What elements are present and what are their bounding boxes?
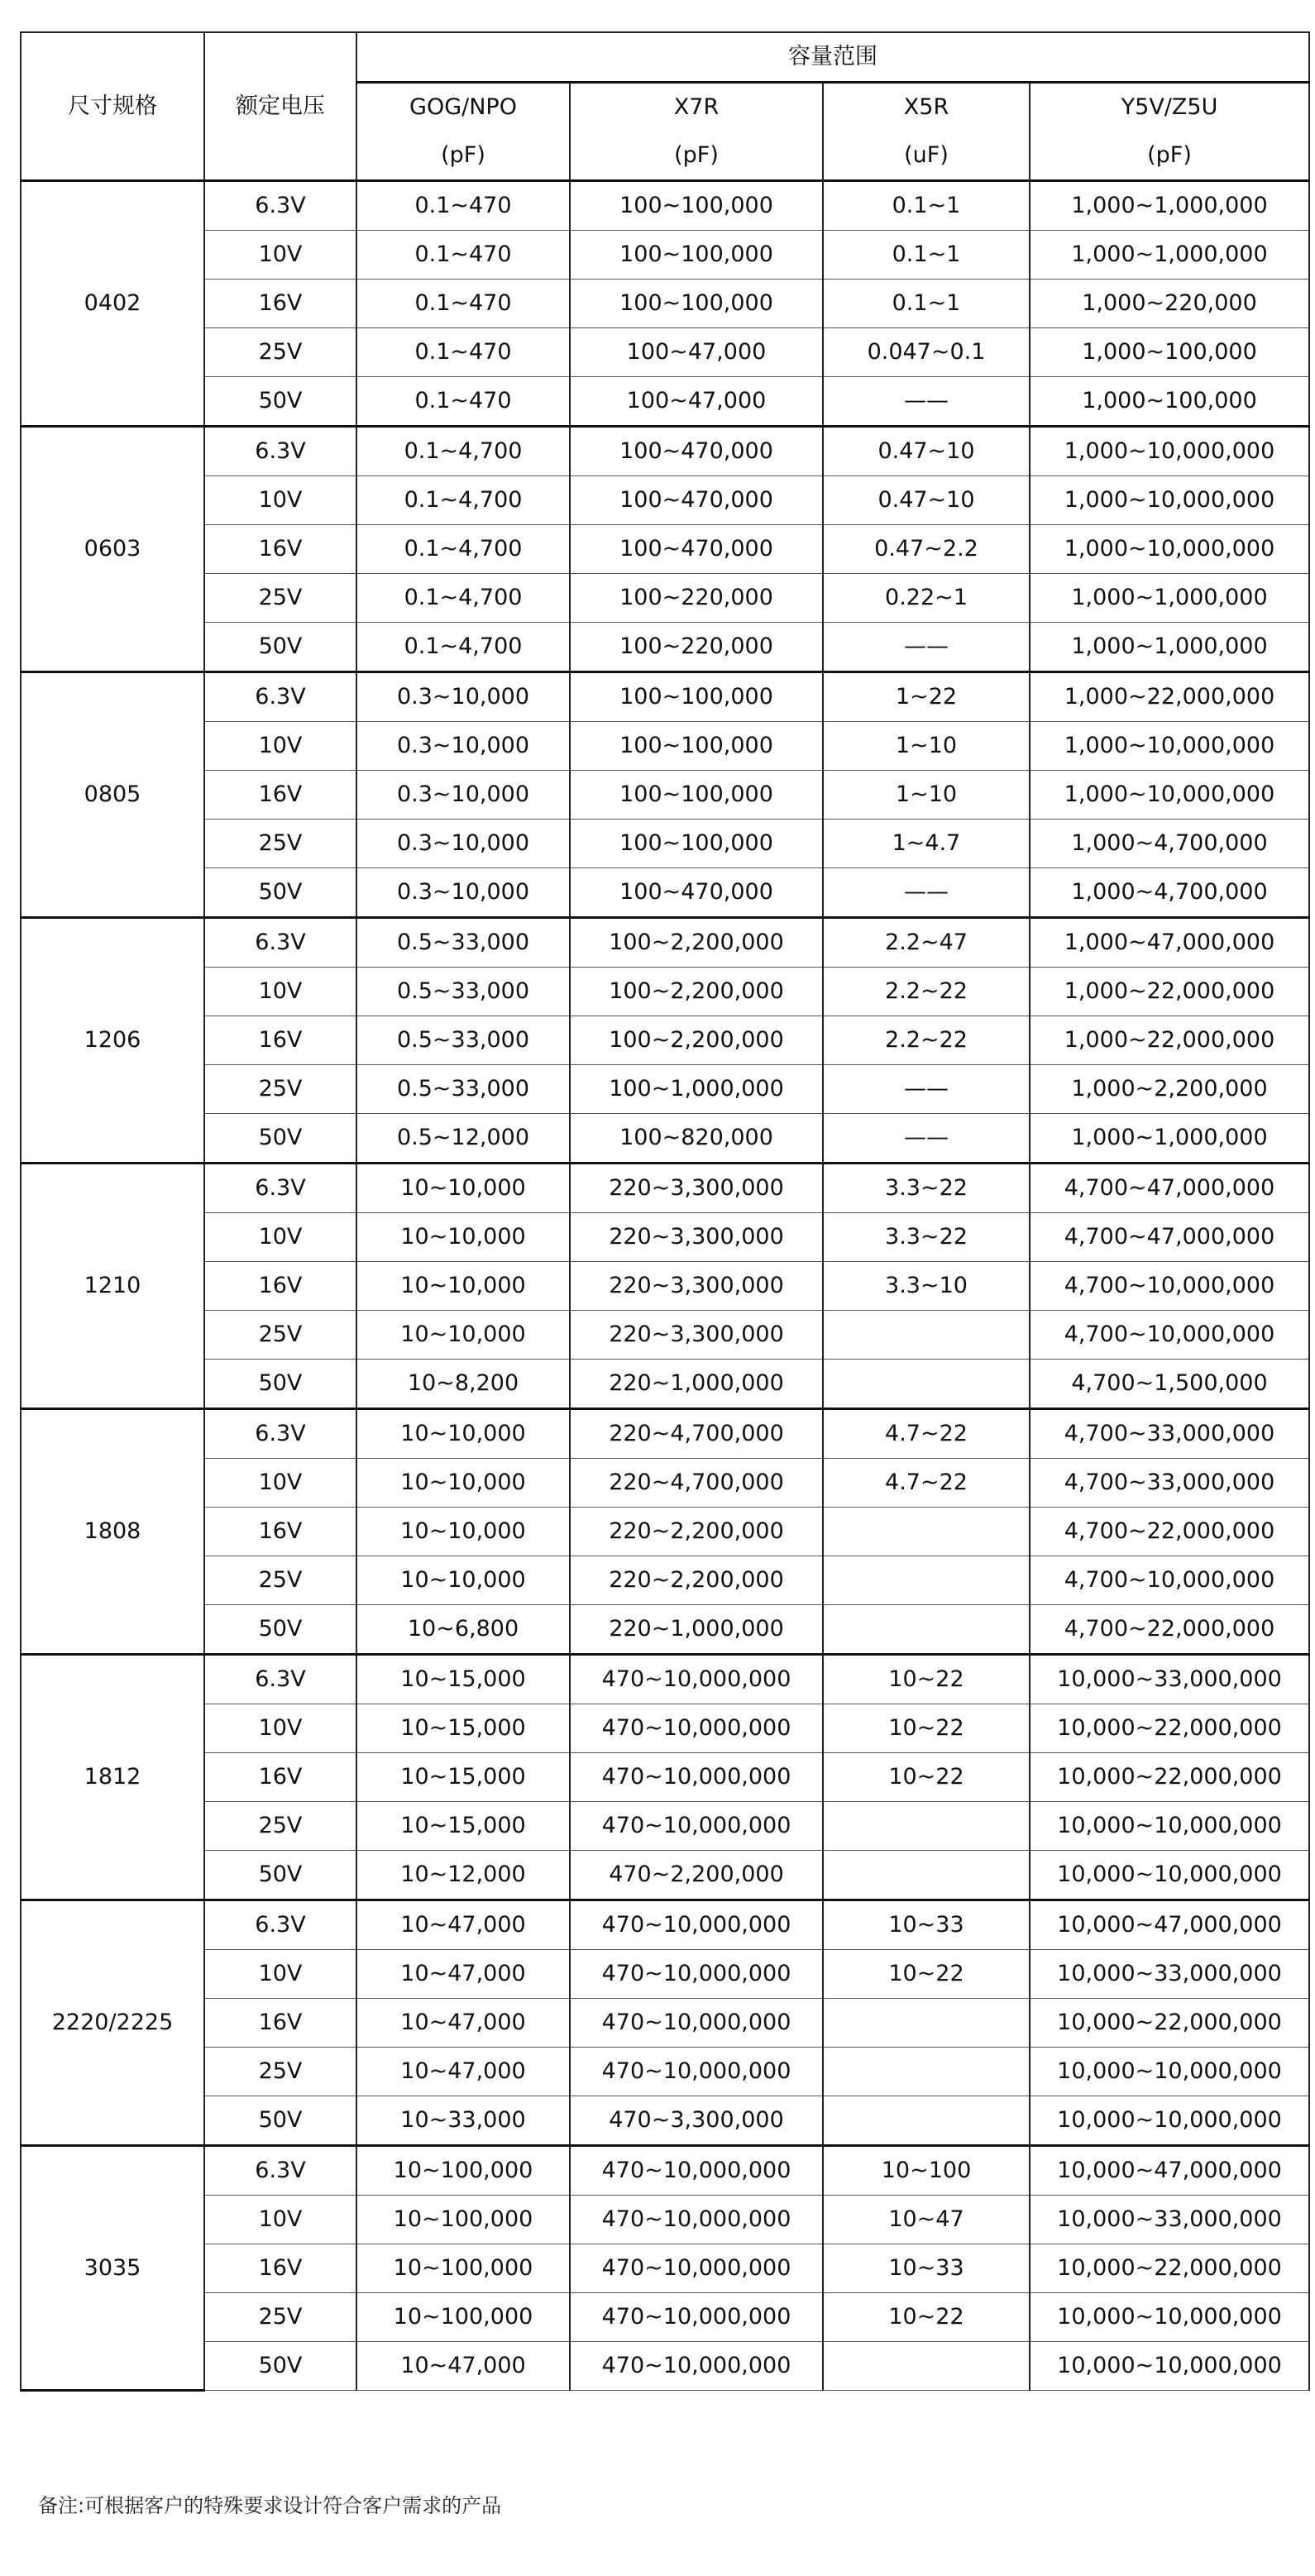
capacitance-cell: 0.1~470 bbox=[356, 328, 570, 377]
capacitance-cell: 0.047~0.1 bbox=[823, 328, 1030, 377]
capacitance-cell: 0.5~33,000 bbox=[356, 918, 570, 968]
voltage-cell: 6.3V bbox=[204, 181, 356, 231]
capacitance-cell: 10~15,000 bbox=[356, 1753, 570, 1802]
voltage-cell: 16V bbox=[204, 1508, 356, 1556]
capacitance-cell: 2.2~22 bbox=[823, 968, 1030, 1016]
table-row bbox=[21, 1409, 1309, 1459]
capacitance-cell: 0.47~2.2 bbox=[823, 525, 1030, 574]
table-body bbox=[21, 181, 1309, 2391]
capacitance-cell: 10~22 bbox=[823, 2293, 1030, 2342]
table-row bbox=[21, 377, 1309, 427]
size-cell: 2220/2225 bbox=[21, 1900, 204, 2146]
voltage-cell: 10V bbox=[204, 1459, 356, 1508]
voltage-cell: 10V bbox=[204, 1704, 356, 1753]
capacitance-cell: 10~33,000 bbox=[356, 2096, 570, 2146]
capacitance-cell: 1,000~47,000,000 bbox=[1030, 918, 1309, 968]
capacitance-cell: 10~47,000 bbox=[356, 2342, 570, 2391]
capacitance-cell: 4,700~33,000,000 bbox=[1030, 1409, 1309, 1459]
capacitance-cell: 470~10,000,000 bbox=[570, 2146, 823, 2196]
capacitance-cell: 4,700~1,500,000 bbox=[1030, 1360, 1309, 1409]
capacitance-cell: 0.3~10,000 bbox=[356, 868, 570, 918]
capacitance-cell: 100~470,000 bbox=[570, 476, 823, 525]
capacitance-cell: 10~15,000 bbox=[356, 1802, 570, 1851]
capacitance-cell: 0.1~4,700 bbox=[356, 476, 570, 525]
capacitance-cell: 10,000~10,000,000 bbox=[1030, 2096, 1309, 2146]
table-row bbox=[21, 2048, 1309, 2096]
table-row bbox=[21, 1753, 1309, 1802]
capacitance-cell: 470~10,000,000 bbox=[570, 1999, 823, 2048]
voltage-cell: 6.3V bbox=[204, 2146, 356, 2196]
table-row bbox=[21, 476, 1309, 525]
voltage-cell: 25V bbox=[204, 1802, 356, 1851]
capacitance-cell: 10~100,000 bbox=[356, 2244, 570, 2293]
capacitance-cell: 100~100,000 bbox=[570, 181, 823, 231]
capacitance-cell: 0.5~33,000 bbox=[356, 1065, 570, 1114]
capacitance-cell: 1,000~10,000,000 bbox=[1030, 722, 1309, 771]
capacitance-cell: 0.3~10,000 bbox=[356, 672, 570, 722]
capacitance-cell bbox=[823, 2096, 1030, 2146]
dielectric-header-x7r: X7R bbox=[570, 83, 823, 132]
voltage-cell: 25V bbox=[204, 2048, 356, 2096]
voltage-cell: 50V bbox=[204, 2096, 356, 2146]
capacitance-cell: 1,000~1,000,000 bbox=[1030, 1114, 1309, 1164]
capacitance-cell: 100~220,000 bbox=[570, 623, 823, 672]
capacitance-cell: 470~10,000,000 bbox=[570, 2048, 823, 2096]
capacitance-cell: 0.1~4,700 bbox=[356, 623, 570, 672]
capacitance-cell: 100~2,200,000 bbox=[570, 1016, 823, 1065]
capacitance-cell: 100~2,200,000 bbox=[570, 968, 823, 1016]
capacitance-cell: 10,000~22,000,000 bbox=[1030, 2244, 1309, 2293]
capacitance-cell: 1,000~2,200,000 bbox=[1030, 1065, 1309, 1114]
table-row bbox=[21, 2196, 1309, 2244]
voltage-cell: 10V bbox=[204, 2196, 356, 2244]
capacitance-cell: 1,000~1,000,000 bbox=[1030, 623, 1309, 672]
capacitance-cell: 1,000~1,000,000 bbox=[1030, 574, 1309, 623]
capacitance-cell: 220~1,000,000 bbox=[570, 1360, 823, 1409]
capacitance-cell: 0.1~4,700 bbox=[356, 574, 570, 623]
voltage-cell: 25V bbox=[204, 328, 356, 377]
dielectric-header-x5r: X5R bbox=[823, 83, 1030, 132]
capacitance-cell: 0.1~4,700 bbox=[356, 525, 570, 574]
table-row bbox=[21, 1311, 1309, 1360]
table-row bbox=[21, 181, 1309, 231]
voltage-cell: 6.3V bbox=[204, 1164, 356, 1213]
capacitance-cell: 10~22 bbox=[823, 1950, 1030, 1999]
capacitance-cell: 10~47 bbox=[823, 2196, 1030, 2244]
table-row bbox=[21, 1459, 1309, 1508]
table-row bbox=[21, 427, 1309, 476]
capacitance-cell: 1,000~10,000,000 bbox=[1030, 771, 1309, 820]
capacitance-cell: 100~100,000 bbox=[570, 280, 823, 328]
table-row bbox=[21, 2096, 1309, 2146]
capacitance-cell: 100~47,000 bbox=[570, 328, 823, 377]
capacitance-cell: 1,000~10,000,000 bbox=[1030, 525, 1309, 574]
voltage-cell: 16V bbox=[204, 2244, 356, 2293]
capacitance-cell: 10~100,000 bbox=[356, 2146, 570, 2196]
capacitance-cell: —— bbox=[823, 1114, 1030, 1164]
capacitance-cell: 1,000~22,000,000 bbox=[1030, 1016, 1309, 1065]
voltage-cell: 6.3V bbox=[204, 918, 356, 968]
capacitance-cell bbox=[823, 1311, 1030, 1360]
capacitance-cell: 4.7~22 bbox=[823, 1459, 1030, 1508]
capacitance-cell bbox=[823, 1802, 1030, 1851]
capacitance-cell: 4,700~10,000,000 bbox=[1030, 1262, 1309, 1311]
capacitance-cell: 0.3~10,000 bbox=[356, 820, 570, 868]
capacitance-cell: 10,000~10,000,000 bbox=[1030, 2048, 1309, 2096]
voltage-cell: 16V bbox=[204, 1262, 356, 1311]
capacitance-cell: 4,700~47,000,000 bbox=[1030, 1213, 1309, 1262]
capacitance-cell: 10,000~10,000,000 bbox=[1030, 1851, 1309, 1900]
table-row bbox=[21, 2342, 1309, 2391]
capacitance-cell: 10~8,200 bbox=[356, 1360, 570, 1409]
table-row bbox=[21, 623, 1309, 672]
table-row bbox=[21, 1655, 1309, 1704]
voltage-cell: 6.3V bbox=[204, 1900, 356, 1950]
capacitance-cell: 100~470,000 bbox=[570, 427, 823, 476]
footnote: 备注:可根据客户的特殊要求设计符合客户需求的产品 bbox=[38, 2494, 502, 2517]
table-header bbox=[21, 32, 1309, 181]
capacitance-cell: 0.3~10,000 bbox=[356, 722, 570, 771]
capacitance-cell: 220~2,200,000 bbox=[570, 1556, 823, 1605]
capacitance-cell: —— bbox=[823, 623, 1030, 672]
capacitance-cell: 10~47,000 bbox=[356, 2048, 570, 2096]
capacitance-cell: 1~22 bbox=[823, 672, 1030, 722]
capacitance-cell: 10~33 bbox=[823, 2244, 1030, 2293]
table-row bbox=[21, 868, 1309, 918]
table-row bbox=[21, 1704, 1309, 1753]
table-row bbox=[21, 231, 1309, 280]
capacitance-cell: 10,000~47,000,000 bbox=[1030, 1900, 1309, 1950]
unit-header-npo: (pF) bbox=[356, 131, 570, 181]
capacitance-cell: 10~47,000 bbox=[356, 1950, 570, 1999]
voltage-cell: 10V bbox=[204, 476, 356, 525]
voltage-cell: 16V bbox=[204, 1999, 356, 2048]
table-row bbox=[21, 722, 1309, 771]
table-row bbox=[21, 1999, 1309, 2048]
capacitance-cell: 470~10,000,000 bbox=[570, 2244, 823, 2293]
table-row bbox=[21, 1950, 1309, 1999]
capacitance-cell: 0.1~470 bbox=[356, 231, 570, 280]
table-row bbox=[21, 1508, 1309, 1556]
table-row bbox=[21, 820, 1309, 868]
capacitance-cell: 470~10,000,000 bbox=[570, 2342, 823, 2391]
capacitance-cell: 470~10,000,000 bbox=[570, 2196, 823, 2244]
table-row bbox=[21, 1164, 1309, 1213]
capacitance-cell: 100~100,000 bbox=[570, 672, 823, 722]
capacitance-cell: 0.1~1 bbox=[823, 231, 1030, 280]
capacitance-cell: 1,000~4,700,000 bbox=[1030, 820, 1309, 868]
table-row bbox=[21, 2293, 1309, 2342]
capacitance-cell: 10~100 bbox=[823, 2146, 1030, 2196]
capacitance-cell: 0.1~470 bbox=[356, 280, 570, 328]
capacitance-cell: 4,700~10,000,000 bbox=[1030, 1311, 1309, 1360]
capacitance-cell: 470~10,000,000 bbox=[570, 1753, 823, 1802]
table-row bbox=[21, 1605, 1309, 1655]
capacitance-cell bbox=[823, 2048, 1030, 2096]
capacitance-cell: 100~100,000 bbox=[570, 722, 823, 771]
voltage-cell: 10V bbox=[204, 968, 356, 1016]
capacitance-cell: —— bbox=[823, 868, 1030, 918]
capacitance-cell: 10~15,000 bbox=[356, 1655, 570, 1704]
capacitance-cell: 10,000~10,000,000 bbox=[1030, 1802, 1309, 1851]
capacitance-cell: 220~3,300,000 bbox=[570, 1262, 823, 1311]
capacitance-cell: 10~10,000 bbox=[356, 1508, 570, 1556]
voltage-cell: 50V bbox=[204, 1851, 356, 1900]
capacitance-cell: 10~22 bbox=[823, 1704, 1030, 1753]
capacitance-cell: 2.2~22 bbox=[823, 1016, 1030, 1065]
size-cell: 1206 bbox=[21, 918, 204, 1164]
capacitance-cell: 1~4.7 bbox=[823, 820, 1030, 868]
capacitance-cell: 0.5~12,000 bbox=[356, 1114, 570, 1164]
capacitance-cell: 4,700~33,000,000 bbox=[1030, 1459, 1309, 1508]
capacitance-cell: 0.1~1 bbox=[823, 280, 1030, 328]
table-row bbox=[21, 771, 1309, 820]
capacitance-cell: 470~10,000,000 bbox=[570, 1802, 823, 1851]
capacitance-cell: 100~220,000 bbox=[570, 574, 823, 623]
table-row bbox=[21, 328, 1309, 377]
voltage-cell: 50V bbox=[204, 1360, 356, 1409]
capacitance-cell bbox=[823, 1508, 1030, 1556]
capacitance-cell bbox=[823, 2342, 1030, 2391]
capacitance-cell: 1,000~220,000 bbox=[1030, 280, 1309, 328]
capacitance-cell: 3.3~10 bbox=[823, 1262, 1030, 1311]
voltage-cell: 10V bbox=[204, 722, 356, 771]
capacitance-cell: 10,000~22,000,000 bbox=[1030, 1704, 1309, 1753]
capacitance-cell: 100~100,000 bbox=[570, 771, 823, 820]
capacitance-cell: 470~10,000,000 bbox=[570, 1950, 823, 1999]
voltage-cell: 16V bbox=[204, 1016, 356, 1065]
capacitance-cell: 4,700~22,000,000 bbox=[1030, 1508, 1309, 1556]
table-row bbox=[21, 918, 1309, 968]
capacitance-cell: 0.47~10 bbox=[823, 476, 1030, 525]
voltage-cell: 10V bbox=[204, 1950, 356, 1999]
capacitance-cell: 1,000~10,000,000 bbox=[1030, 427, 1309, 476]
capacitance-cell: 470~3,300,000 bbox=[570, 2096, 823, 2146]
size-cell: 1210 bbox=[21, 1164, 204, 1409]
capacitance-cell: 220~2,200,000 bbox=[570, 1508, 823, 1556]
capacitance-cell: 1,000~22,000,000 bbox=[1030, 672, 1309, 722]
voltage-cell: 25V bbox=[204, 574, 356, 623]
capacitance-cell: 1,000~100,000 bbox=[1030, 377, 1309, 427]
voltage-cell: 10V bbox=[204, 231, 356, 280]
capacitance-cell: 10~6,800 bbox=[356, 1605, 570, 1655]
table-row bbox=[21, 1114, 1309, 1164]
voltage-cell: 16V bbox=[204, 525, 356, 574]
capacitance-cell: 100~470,000 bbox=[570, 525, 823, 574]
table-row bbox=[21, 1213, 1309, 1262]
table-row bbox=[21, 2146, 1309, 2196]
table-row bbox=[21, 1556, 1309, 1605]
voltage-column-header: 额定电压 bbox=[204, 32, 356, 181]
table-row bbox=[21, 280, 1309, 328]
capacitance-cell: 1,000~100,000 bbox=[1030, 328, 1309, 377]
voltage-cell: 50V bbox=[204, 868, 356, 918]
capacitance-cell: 10~10,000 bbox=[356, 1409, 570, 1459]
voltage-cell: 10V bbox=[204, 1213, 356, 1262]
capacitance-cell bbox=[823, 1360, 1030, 1409]
capacitance-cell: 0.1~4,700 bbox=[356, 427, 570, 476]
capacitance-cell: 1~10 bbox=[823, 771, 1030, 820]
capacitance-cell: 10~10,000 bbox=[356, 1556, 570, 1605]
capacitance-cell: 10~100,000 bbox=[356, 2196, 570, 2244]
voltage-cell: 50V bbox=[204, 623, 356, 672]
table-row bbox=[21, 1262, 1309, 1311]
capacitance-cell bbox=[823, 1999, 1030, 2048]
capacitance-cell: 470~10,000,000 bbox=[570, 1900, 823, 1950]
capacitance-cell: 100~2,200,000 bbox=[570, 918, 823, 968]
capacitance-cell: 10,000~10,000,000 bbox=[1030, 2342, 1309, 2391]
capacitance-cell: 10~47,000 bbox=[356, 1999, 570, 2048]
capacitance-cell bbox=[823, 1851, 1030, 1900]
capacitance-cell: 220~4,700,000 bbox=[570, 1459, 823, 1508]
capacitance-cell: 10~15,000 bbox=[356, 1704, 570, 1753]
capacitance-cell: 10~12,000 bbox=[356, 1851, 570, 1900]
capacitance-cell: 0.1~470 bbox=[356, 377, 570, 427]
table-row bbox=[21, 968, 1309, 1016]
capacitance-cell: 100~47,000 bbox=[570, 377, 823, 427]
capacitance-cell: 10~22 bbox=[823, 1655, 1030, 1704]
capacitance-cell: 4,700~47,000,000 bbox=[1030, 1164, 1309, 1213]
capacitance-cell: 3.3~22 bbox=[823, 1213, 1030, 1262]
capacitance-cell: 1,000~22,000,000 bbox=[1030, 968, 1309, 1016]
capacitance-cell: 0.5~33,000 bbox=[356, 968, 570, 1016]
capacitance-cell: 10,000~22,000,000 bbox=[1030, 1753, 1309, 1802]
table-row bbox=[21, 1016, 1309, 1065]
capacitance-cell: 10~10,000 bbox=[356, 1311, 570, 1360]
capacitance-cell: 10~33 bbox=[823, 1900, 1030, 1950]
size-column-header: 尺寸规格 bbox=[21, 32, 204, 181]
capacitance-cell: 4.7~22 bbox=[823, 1409, 1030, 1459]
table-row bbox=[21, 574, 1309, 623]
voltage-cell: 50V bbox=[204, 1114, 356, 1164]
capacitance-cell bbox=[823, 1556, 1030, 1605]
capacitance-cell: 3.3~22 bbox=[823, 1164, 1030, 1213]
capacitance-cell: 220~3,300,000 bbox=[570, 1164, 823, 1213]
voltage-cell: 25V bbox=[204, 2293, 356, 2342]
unit-header-y5v: (pF) bbox=[1030, 131, 1309, 181]
unit-header-x7r: (pF) bbox=[570, 131, 823, 181]
capacitance-cell: 10~22 bbox=[823, 1753, 1030, 1802]
capacitance-cell: 1~10 bbox=[823, 722, 1030, 771]
capacitance-cell: 1,000~1,000,000 bbox=[1030, 181, 1309, 231]
capacitance-range-table bbox=[20, 31, 1310, 2392]
table-row bbox=[21, 1360, 1309, 1409]
size-cell: 1808 bbox=[21, 1409, 204, 1655]
capacitance-cell: 0.1~470 bbox=[356, 181, 570, 231]
capacitance-cell: 0.47~10 bbox=[823, 427, 1030, 476]
capacitance-cell: 10,000~33,000,000 bbox=[1030, 2196, 1309, 2244]
table-row bbox=[21, 525, 1309, 574]
capacitance-cell: 10~10,000 bbox=[356, 1213, 570, 1262]
table-row bbox=[21, 1065, 1309, 1114]
capacitance-cell: 220~4,700,000 bbox=[570, 1409, 823, 1459]
table-row bbox=[21, 1802, 1309, 1851]
capacitance-cell: 10,000~22,000,000 bbox=[1030, 1999, 1309, 2048]
capacitance-cell: 220~1,000,000 bbox=[570, 1605, 823, 1655]
capacitance-cell: 4,700~10,000,000 bbox=[1030, 1556, 1309, 1605]
capacitance-cell: 1,000~1,000,000 bbox=[1030, 231, 1309, 280]
voltage-cell: 25V bbox=[204, 1065, 356, 1114]
capacitance-cell: 0.3~10,000 bbox=[356, 771, 570, 820]
dielectric-header-npo: GOG/NPO bbox=[356, 83, 570, 132]
size-cell: 0805 bbox=[21, 672, 204, 918]
dielectric-header-y5v: Y5V/Z5U bbox=[1030, 83, 1309, 132]
capacitance-cell: 0.1~1 bbox=[823, 181, 1030, 231]
size-cell: 0603 bbox=[21, 427, 204, 672]
voltage-cell: 50V bbox=[204, 377, 356, 427]
capacitance-cell: 10~10,000 bbox=[356, 1262, 570, 1311]
voltage-cell: 16V bbox=[204, 1753, 356, 1802]
size-cell: 1812 bbox=[21, 1655, 204, 1900]
capacitance-cell: 10,000~47,000,000 bbox=[1030, 2146, 1309, 2196]
capacitance-cell: 220~3,300,000 bbox=[570, 1213, 823, 1262]
capacitance-cell: —— bbox=[823, 1065, 1030, 1114]
capacitance-cell: 470~10,000,000 bbox=[570, 2293, 823, 2342]
unit-header-x5r: (uF) bbox=[823, 131, 1030, 181]
capacitance-cell: 100~820,000 bbox=[570, 1114, 823, 1164]
capacitance-cell: 10~47,000 bbox=[356, 1900, 570, 1950]
voltage-cell: 6.3V bbox=[204, 1409, 356, 1459]
table-row bbox=[21, 672, 1309, 722]
voltage-cell: 50V bbox=[204, 2342, 356, 2391]
voltage-cell: 6.3V bbox=[204, 427, 356, 476]
capacitance-cell: 470~10,000,000 bbox=[570, 1655, 823, 1704]
capacitance-cell: 100~100,000 bbox=[570, 820, 823, 868]
capacitance-cell: 470~2,200,000 bbox=[570, 1851, 823, 1900]
capacitance-cell: 10,000~33,000,000 bbox=[1030, 1655, 1309, 1704]
capacitance-cell: 100~100,000 bbox=[570, 231, 823, 280]
size-cell: 3035 bbox=[21, 2146, 204, 2391]
table-row bbox=[21, 1900, 1309, 1950]
capacitance-cell: 10~10,000 bbox=[356, 1459, 570, 1508]
capacitance-cell: —— bbox=[823, 377, 1030, 427]
capacitance-cell: 2.2~47 bbox=[823, 918, 1030, 968]
capacitance-table-wrapper bbox=[20, 31, 1308, 2392]
capacitance-cell: 470~10,000,000 bbox=[570, 1704, 823, 1753]
capacitance-cell: 10,000~10,000,000 bbox=[1030, 2293, 1309, 2342]
capacitance-cell: 100~470,000 bbox=[570, 868, 823, 918]
capacitance-range-header: 容量范围 bbox=[356, 32, 1309, 83]
capacitance-cell: 10~100,000 bbox=[356, 2293, 570, 2342]
capacitance-cell: 10~10,000 bbox=[356, 1164, 570, 1213]
voltage-cell: 25V bbox=[204, 1311, 356, 1360]
voltage-cell: 6.3V bbox=[204, 672, 356, 722]
voltage-cell: 25V bbox=[204, 1556, 356, 1605]
capacitance-cell: 1,000~10,000,000 bbox=[1030, 476, 1309, 525]
voltage-cell: 50V bbox=[204, 1605, 356, 1655]
voltage-cell: 6.3V bbox=[204, 1655, 356, 1704]
capacitance-cell: 220~3,300,000 bbox=[570, 1311, 823, 1360]
capacitance-cell: 100~1,000,000 bbox=[570, 1065, 823, 1114]
capacitance-cell bbox=[823, 1605, 1030, 1655]
capacitance-cell: 1,000~4,700,000 bbox=[1030, 868, 1309, 918]
capacitance-cell: 0.5~33,000 bbox=[356, 1016, 570, 1065]
voltage-cell: 25V bbox=[204, 820, 356, 868]
table-row bbox=[21, 1851, 1309, 1900]
capacitance-cell: 0.22~1 bbox=[823, 574, 1030, 623]
capacitance-cell: 4,700~22,000,000 bbox=[1030, 1605, 1309, 1655]
table-row bbox=[21, 2244, 1309, 2293]
voltage-cell: 16V bbox=[204, 280, 356, 328]
voltage-cell: 16V bbox=[204, 771, 356, 820]
size-cell: 0402 bbox=[21, 181, 204, 427]
capacitance-cell: 10,000~33,000,000 bbox=[1030, 1950, 1309, 1999]
